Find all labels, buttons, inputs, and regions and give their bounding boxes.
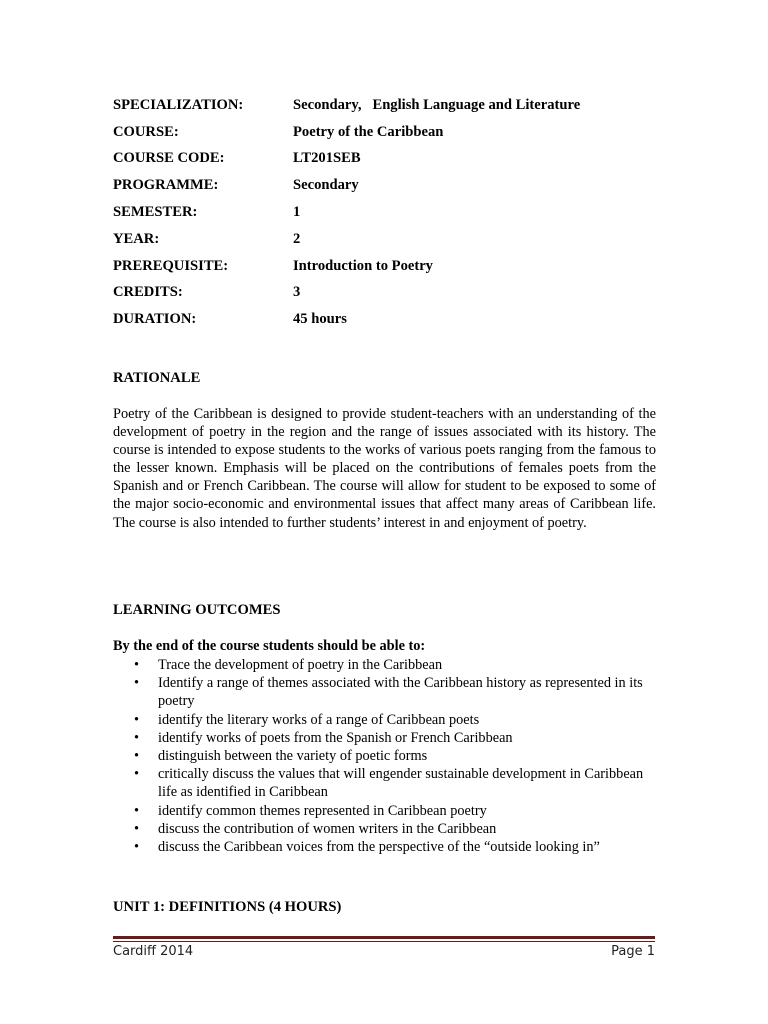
bullet-icon: • <box>134 748 140 765</box>
info-value: Secondary, English Language and Literature <box>293 96 581 113</box>
list-item-text: identify works of poets from the Spanish or French Caribbean <box>158 729 513 746</box>
info-label: PREREQUISITE: <box>113 257 229 274</box>
info-row-prerequisite <box>113 253 673 280</box>
list-item-text: Identify a range of themes associated with the Caribbean history as represented in its poetry <box>158 675 643 710</box>
course-info-table <box>113 92 673 333</box>
list-item <box>113 765 658 801</box>
list-item-text: Trace the development of poetry in the Caribbean <box>158 657 443 673</box>
info-row-course-code <box>113 146 673 173</box>
info-row-programme <box>113 172 673 199</box>
info-value: 2 <box>293 230 301 247</box>
info-label: CREDITS: <box>113 284 183 301</box>
learning-outcomes-list <box>113 656 658 856</box>
info-label: PROGRAMME: <box>113 177 219 194</box>
page-number: Page 1 <box>611 944 655 959</box>
info-label: SPECIALIZATION: <box>113 96 244 113</box>
info-row-course <box>113 119 673 146</box>
bullet-icon: • <box>134 820 140 837</box>
list-item-text: identify common themes represented in Caribbean poetry <box>158 802 487 819</box>
rationale-body: Poetry of the Caribbean is designed to provide student-teachers with an understanding of the development of poetry in the region and the range of issues associated with its history. The course is intended to expose students to the works of various poets ranging from the famous to the lesser known. Emphasis will be placed on the contributions of females poets from the Spanish and or French Caribbean. The course will allow for student to be exposed to some of the major socio-economic and environmental issues that affect many areas of Caribbean life. The course is also intended to further students’ interest in and enjoyment of poetry. <box>113 406 656 531</box>
info-label: YEAR: <box>113 230 160 247</box>
info-row-year <box>113 226 673 253</box>
list-item <box>113 802 658 820</box>
info-label: COURSE: <box>113 123 179 140</box>
footer-divider-thin <box>113 941 655 942</box>
learning-outcomes-heading: LEARNING OUTCOMES <box>113 602 281 618</box>
bullet-icon: • <box>134 802 140 819</box>
bullet-icon: • <box>134 839 140 856</box>
info-value: Introduction to Poetry <box>293 257 433 274</box>
list-item <box>113 656 658 674</box>
list-item <box>113 711 658 729</box>
list-item-text: discuss the contribution of women writers in the Caribbean <box>158 820 497 837</box>
list-item-text: critically discuss the values that will engender sustainable development in Caribbean life as identified in Caribbean <box>158 766 644 801</box>
list-item <box>113 674 658 710</box>
bullet-icon: • <box>134 711 140 728</box>
footer-divider <box>113 936 655 939</box>
list-item <box>113 747 658 765</box>
list-item <box>113 729 658 747</box>
bullet-icon: • <box>134 675 140 692</box>
list-item <box>113 820 658 838</box>
list-item-text: distinguish between the variety of poetic forms <box>158 748 428 765</box>
info-label: COURSE CODE: <box>113 150 225 167</box>
info-value: Secondary <box>293 177 359 194</box>
bullet-icon: • <box>134 766 140 783</box>
list-item-text: discuss the Caribbean voices from the perspective of the “outside looking in” <box>158 839 600 856</box>
info-row-duration <box>113 306 673 333</box>
learning-outcomes-intro: By the end of the course students should be able to: <box>113 638 426 654</box>
info-label: SEMESTER: <box>113 204 198 221</box>
info-label: DURATION: <box>113 311 197 328</box>
list-item-text: identify the literary works of a range of Caribbean poets <box>158 711 480 728</box>
info-row-specialization <box>113 92 673 119</box>
info-value: 3 <box>293 284 301 301</box>
info-value: 1 <box>293 204 301 221</box>
info-value: Poetry of the Caribbean <box>293 123 444 140</box>
unit1-heading: UNIT 1: DEFINITIONS (4 HOURS) <box>113 899 342 915</box>
list-item <box>113 838 658 856</box>
info-row-credits <box>113 280 673 307</box>
rationale-heading: RATIONALE <box>113 370 201 386</box>
info-value: 45 hours <box>293 311 347 328</box>
info-row-semester <box>113 199 673 226</box>
bullet-icon: • <box>134 657 140 673</box>
bullet-icon: • <box>134 729 140 746</box>
info-value: LT201SEB <box>293 150 361 167</box>
footer-left-text: Cardiff 2014 <box>113 944 194 959</box>
